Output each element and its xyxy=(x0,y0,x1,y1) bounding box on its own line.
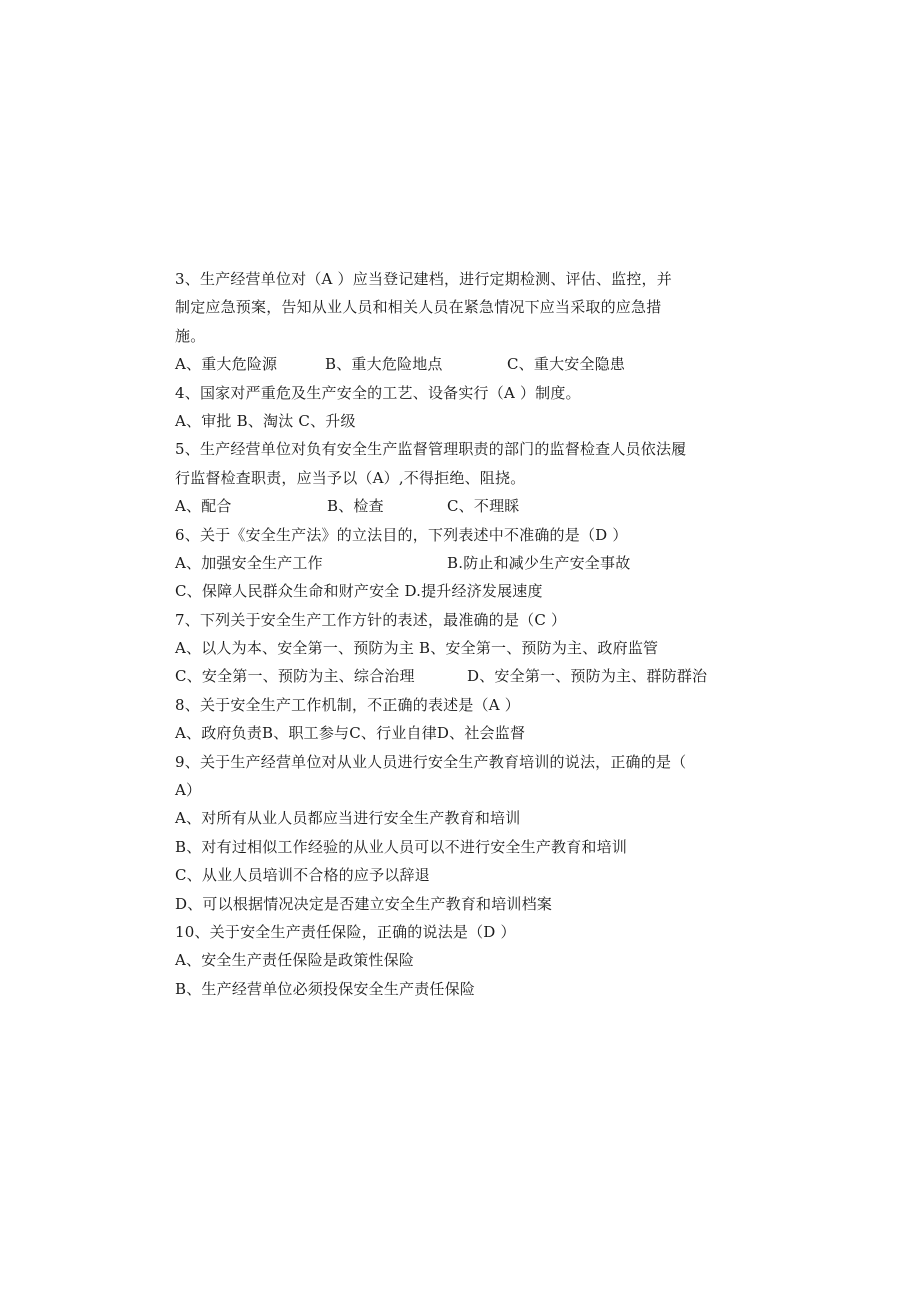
question-9-option-a: A、对所有从业人员都应当进行安全生产教育和培训 xyxy=(175,809,521,828)
question-3-option-a: A、重大危险源 xyxy=(175,355,278,374)
question-7-options-line-2 xyxy=(175,662,755,690)
question-3-option-c: C、重大安全隐患 xyxy=(507,355,626,374)
question-7-option-d: D、安全第一、预防为主、群防群治 xyxy=(467,667,708,686)
question-5-stem-line-2: 行监督检查职责，应当予以（A）,不得拒绝、阻挠。 xyxy=(175,468,526,487)
question-7-options-line-1: A、以人为本、安全第一、预防为主 B、安全第一、预防为主、政府监管 xyxy=(175,639,659,658)
question-9-stem-line-2: A） xyxy=(175,781,202,800)
question-9-stem-line-1: 9、关于生产经营单位对从业人员进行安全生产教育培训的说法，正确的是（ xyxy=(175,752,687,771)
question-9-option-b: B、对有过相似工作经验的从业人员可以不进行安全生产教育和培训 xyxy=(175,837,628,856)
question-9-option-d: D、可以根据情况决定是否建立安全生产教育和培训档案 xyxy=(175,894,553,913)
question-6-stem: 6、关于《安全生产法》的立法目的，下列表述中不准确的是（D ） xyxy=(175,525,628,544)
question-6-option-b: B.防止和减少生产安全事故 xyxy=(447,553,631,572)
question-5-option-b: B、检查 xyxy=(327,497,384,516)
question-10-stem: 10、关于安全生产责任保险，正确的说法是（D ） xyxy=(175,922,516,941)
question-10-option-a: A、安全生产责任保险是政策性保险 xyxy=(175,951,415,970)
question-7-option-c: C、安全第一、预防为主、综合治理 xyxy=(175,667,415,686)
question-5-option-c: C、不理睬 xyxy=(447,497,520,516)
question-4-options: A、审批 B、淘汰 C、升级 xyxy=(175,411,356,430)
question-8-options: A、政府负责B、职工参与C、行业自律D、社会监督 xyxy=(175,724,526,743)
question-5-stem-line-1: 5、生产经营单位对负有安全生产监督管理职责的部门的监督检查人员依法履 xyxy=(175,440,687,459)
question-4-stem: 4、国家对严重危及生产安全的工艺、设备实行（A ）制度。 xyxy=(175,383,581,402)
question-5-options xyxy=(175,492,755,520)
question-6-options-line-1 xyxy=(175,549,755,577)
question-5-option-a: A、配合 xyxy=(175,497,232,516)
question-8-stem: 8、关于安全生产工作机制，不正确的表述是（A ） xyxy=(175,695,520,714)
question-10-option-b: B、生产经营单位必须投保安全生产责任保险 xyxy=(175,979,476,998)
question-3-stem-line-2: 制定应急预案，告知从业人员和相关人员在紧急情况下应当采取的应急措 xyxy=(175,298,662,317)
question-3-options xyxy=(175,350,755,378)
question-list xyxy=(175,265,755,1003)
question-3-stem-line-3: 施。 xyxy=(175,326,206,345)
question-3-option-b: B、重大危险地点 xyxy=(325,355,443,374)
question-9-option-c: C、从业人员培训不合格的应予以辞退 xyxy=(175,866,430,885)
question-6-option-a: A、加强安全生产工作 xyxy=(175,553,323,572)
question-7-stem: 7、下列关于安全生产工作方针的表述，最准确的是（C ） xyxy=(175,610,567,629)
question-6-options-line-2: C、保障人民群众生命和财产安全 D.提升经济发展速度 xyxy=(175,582,543,601)
question-3-stem-line-1: 3、生产经营单位对（A ）应当登记建档，进行定期检测、评估、监控，并 xyxy=(175,270,672,288)
